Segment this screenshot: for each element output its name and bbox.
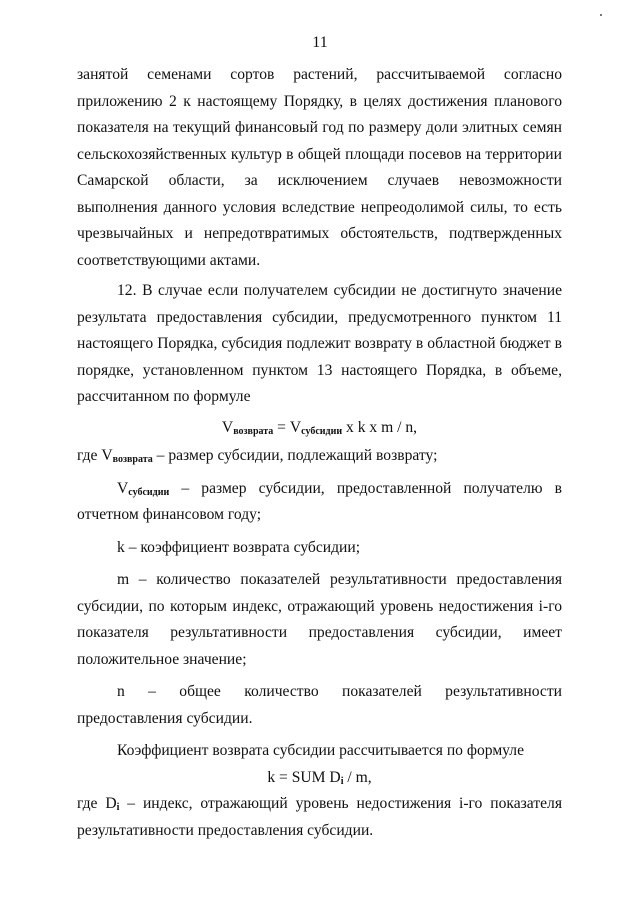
def-text: – размер субсидии, предоставленной получателю в отчетном финансовом году; (77, 479, 562, 523)
page-number: 11 (312, 34, 328, 51)
paragraph-continuation: занятой семенами сортов растений, рассчитываемой согласно приложению 2 к настоящему Порядку, в целях достижения планового показателя на текущий финансовый год по размеру доли элитных семян сельскохозяйственных культур в общей площади посевов на территории Самарской области, за исключением случаев невозможности выполнения данного условия вследствие непреодолимой силы, то есть чрезвычайных и непредотвратимых обстоятельств, подтвержденных соответствующими актами. (77, 66, 562, 269)
coefficient-intro: Коэффициент возврата субсидии рассчитывается по формуле (117, 742, 524, 759)
definition-v-return (77, 443, 562, 470)
formula-right: / m, (343, 768, 372, 786)
paragraph-item-12: 12. В случае если получателем субсидии не достигнуто значение результата предоставления субсидии, предусмотренного пунктом 11 настоящего Порядка, субсидия подлежит возврату в областной бюджет в порядке, установленном пунктом 13 настоящего Порядка, в объеме, рассчитанном по формуле (77, 282, 562, 405)
def-text: – размер субсидии, подлежащий возврату; (152, 447, 438, 464)
formula-v: V (221, 418, 234, 436)
def-v: V (117, 479, 129, 497)
formula-coefficient (77, 765, 562, 792)
definition-m: m – количество показателей результативности предоставления субсидии, по которым индекс, отражающий уровень недостижения i-го показателя результативности предоставления субсидии, имеет положительное значение; (77, 571, 562, 668)
formula-rest: x k x m / n, (342, 418, 418, 436)
formula-sub-i: i (340, 775, 344, 787)
document-body (77, 62, 562, 844)
definition-k: k – коэффициент возврата субсидии; (117, 538, 361, 556)
formula-eq: = V (273, 418, 302, 436)
formula-sub-subsidy: субсидии (301, 425, 343, 437)
def-sub: субсидии (128, 486, 170, 498)
definition-di (77, 791, 562, 844)
formula-sub-return: возврата (233, 425, 274, 437)
scan-speck (600, 14, 602, 16)
def-sub: возврата (112, 454, 153, 465)
formula-return-volume (77, 415, 562, 442)
formula-left: k = SUM D (267, 768, 341, 786)
def-prefix: где D (77, 795, 117, 812)
def-sub-i: i (116, 802, 120, 813)
definition-v-subsidy (77, 476, 562, 529)
def-prefix: где V (77, 447, 113, 464)
definition-n: n – общее количество показателей результативности предоставления субсидии. (77, 683, 562, 727)
def-text: – индекс, отражающий уровень недостижения i-го показателя результативности предоставления субсидии. (77, 795, 563, 839)
